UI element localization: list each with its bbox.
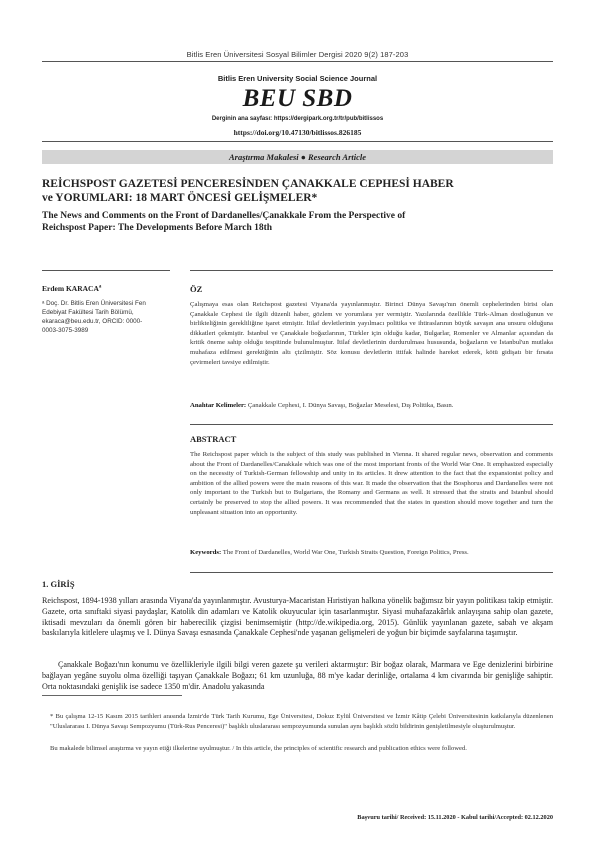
oz-rule	[190, 270, 553, 271]
footnote-rule	[42, 695, 182, 696]
intro-heading: 1. GİRİŞ	[42, 579, 75, 589]
title-turkish-line-1: REİCHSPOST GAZETESİ PENCERESİNDEN ÇANAKKALE CEPHESİ HABER	[42, 178, 454, 190]
running-header: Bitlis Eren Üniversitesi Sosyal Bilimler Dergisi 2020 9(2) 187-203	[186, 50, 409, 59]
author-rule	[42, 270, 170, 271]
author-sup: a	[98, 284, 102, 290]
abstract-text: The Reichspost paper which is the subject of this study was published in Vienna. It shared regular news, observation and comments about the Front of Dardanelles/Canakkale which was one of the most important fronts of the World War One. It emphasized especially on the necessity of Turkish-German fellowship and unity in its articles. It drew attention to the fact that the expansionist policy and ambition of the allied powers were the main reasons of this war. It made the observation that the Bosphorus and Dardanelles were not only important to the Turkish but to Bulgarians, the Romany and Germans as well. It stressed that the straits and Istanbul should certainly be preserved to stop the allied powers. It was recommended that the states in question should move together and turn the unpleasant situation into an opportunity.	[190, 451, 553, 516]
footnote-1: * Bu çalışma 12-15 Kasım 2015 tarihleri arasında İzmir'de Türk Tarih Kurumu, Ege Üniversitesi, Dokuz Eylül Üniversitesi ve İzmir Kâtip Çelebi Üniversitesinin katkılarıyla düzenlenen "Uluslararası I. Dünya Savaşı Sempozyumu (Türk-Rus Penceresi)" başlıklı uluslararası sempozyumunda sunulan aynı başlıklı sözlü bildirinin genişletilmesiyle oluşturulmuştur.	[50, 713, 553, 730]
journal-logo: BEU SBD	[242, 85, 353, 112]
header-bottom-rule	[42, 141, 553, 142]
author-name-text: Erdem KARACA	[42, 284, 99, 293]
homepage-line[interactable]: Derginin ana sayfası: https://dergipark.org.tr/tr/pub/bitlissos	[211, 116, 384, 122]
title-english	[42, 210, 553, 234]
journal-name-en: Bitlis Eren University Social Science Journal	[217, 74, 378, 83]
affiliation-line-3: ekaraca@beu.edu.tr, ORCID: 0000-	[42, 318, 143, 325]
affiliation-line-1: ᵃ Doç. Dr. Bitlis Eren Üniversitesi Fen	[42, 300, 146, 307]
oz-text: Çalışmaya esas olan Reichspost gazetesi Viyana'da yayınlanmıştır. Birinci Dünya Savaşı'nın önemli cephelerinden birisi olan Çanakkale Cephesi ile ilgili düzenli haber, gözlem ve yorumlara yer vermiştir. Yazılarında özellikle Türk-Alman dostluğunun ve birlikteliğinin gerekliliğine işaret etmiştir. İtilaf devletlerinin yayılmacı politika ve ihtiraslarının büyük savaşın ana unsuru olduğuna dikkatleri çekmiştir. İstanbul ve Çanakkale boğazlarının, Türkler için olduğu kadar, Bulgarlar, Romenler ve Almanlar açısından da kritik öneme sahip olduğu tespitinde bulunulmuştur. İtilaf devletlerinin durdurulması hususunda, boğazların ve İstanbul'un mutlaka muhafaza edilmesi gerektiğinin altı çizilmiştir. Söz konusu devletlerin ittifak halinde hareket ederek, kötü gidişatı bir fırsata çevirmeleri tavsiye edilmiştir.	[190, 301, 553, 366]
abstract-bottom-rule	[190, 572, 553, 573]
title-english-line-2: Reichspost Paper: The Developments Before March 18th	[42, 223, 273, 233]
intro-paragraph-2: Çanakkale Boğazı'nın konumu ve özellikleriyle ilgili bilgi veren gazete şu verileri aktarmıştır: Bir boğaz olarak, Marmara ve Ege denizlerini birbirine bağlayan yegâne suyolu olma özelliği taşıyan Çanakkale Boğazı; 61 km uzunluğa, 88 m'ye kadar derinliğe, ortalama 4 km civarında bir genişliğe sahiptir. Orta noktasındaki genişlik ise sadece 1350 m'dir. Anadolu yakasında	[42, 660, 553, 691]
header-rule	[42, 61, 553, 62]
title-turkish-line-2: ve YORUMLARI: 18 MART ÖNCESİ GELİŞMELER*	[42, 191, 318, 204]
abstract-heading: ABSTRACT	[190, 434, 237, 444]
received-dates: Başvuru tarihi/ Received: 15.11.2020 - Kabul tarihi/Accepted: 02.12.2020	[357, 814, 553, 821]
article-type-band: Araştırma Makalesi ● Research Article	[42, 150, 553, 164]
oz-keywords-value: Çanakkale Cephesi, I. Dünya Savaşı, Boğazlar Meselesi, Dış Politika, Basın.	[247, 402, 454, 409]
title-english-line-1: The News and Comments on the Front of Dardanelles/Çanakkale From the Perspective of	[42, 211, 406, 221]
abstract-keywords-label: Keywords:	[190, 549, 222, 556]
title-turkish	[42, 178, 553, 205]
intro-paragraph-1: Reichspost, 1894-1938 yılları arasında Viyana'da yayınlanmıştır. Avusturya-Macaristan Hıristiyan halkına yönelik bağımsız bir yayın politikası takip etmiştir. Gazete, orta sınıftaki siyasi paydaşlar, Katolik din adamları ve Katolik okuyucular için tasarlanmıştır. Siyasi muhafazakârlık anlayışına sahip olan gazete, iktisadi mevzuları da önemli gören bir haberecilik çizgisi benimsemiştir (http://de.wikipedia.org, 2015). Günlük yayınlanan gazete, sabah ve akşam baskılarıyla kitlelere ulaşmış ve I. Dünya Savaşı esnasında Çanakkale Cephesi'nde yaşanan gelişmeleri de yoğun bir biçimde sayfalarına taşımıştır.	[42, 596, 553, 638]
footnote-2: Bu makalede bilimsel araştırma ve yayın etiği ilkelerine uyulmuştur. / In this article, the principles of scientific research and publication ethics were followed.	[50, 745, 467, 752]
affiliation-line-4: 0003-3075-3989	[42, 327, 89, 334]
oz-bottom-rule	[190, 424, 553, 425]
oz-keywords	[190, 401, 553, 411]
author-name	[42, 284, 101, 293]
doi-link[interactable]: https://doi.org/10.47130/bitlissos.826185	[233, 128, 362, 137]
oz-keywords-label: Anahtar Kelimeler:	[190, 402, 247, 409]
abstract-keywords	[190, 548, 553, 558]
abstract-keywords-value: The Front of Dardanelles, World War One, Turkish Straits Question, Foreign Politics, Press.	[222, 549, 469, 556]
author-affiliation	[42, 299, 170, 335]
affiliation-line-2: Edebiyat Fakültesi Tarih Bölümü,	[42, 309, 134, 316]
oz-heading: ÖZ	[190, 284, 203, 294]
